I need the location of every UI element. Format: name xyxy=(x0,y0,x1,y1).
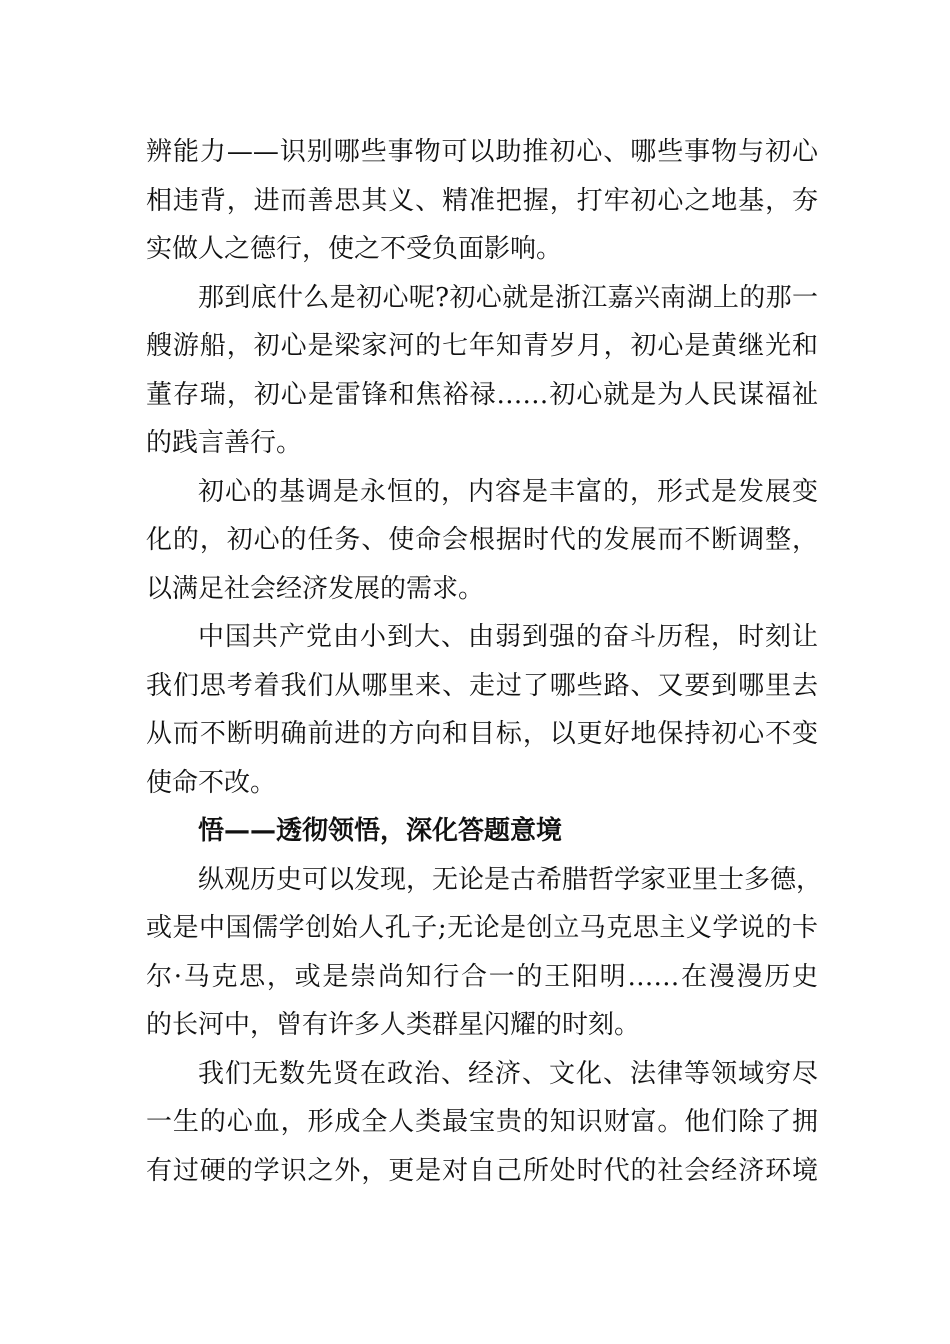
text-line: 相违背，进而善思其义、精准把握，打牢初心之地基，夯 xyxy=(146,185,818,216)
text-line: 纵观历史可以发现，无论是古希腊哲学家亚里士多德， xyxy=(198,864,823,895)
text-line: 艘游船，初心是梁家河的七年知青岁月，初心是黄继光和 xyxy=(146,331,818,361)
text-line: 中国共产党由小到大、由弱到强的奋斗历程，时刻让 xyxy=(198,622,818,652)
text-line: 或是中国儒学创始人孔子;无论是创立马克思主义学说的卡 xyxy=(146,913,818,943)
text-line: 从而不断明确前进的方向和目标，以更好地保持初心不变 xyxy=(146,719,818,749)
text-line: 一生的心血，形成全人类最宝贵的知识财富。他们除了拥 xyxy=(146,1107,818,1137)
text-line: 使命不改。 xyxy=(146,767,277,798)
text-line: 尔·马克思，或是崇尚知行合一的王阳明……在漫漫历史 xyxy=(146,961,818,992)
text-line: 以满足社会经济发展的需求。 xyxy=(146,573,485,604)
text-line: 董存瑞，初心是雷锋和焦裕禄……初心就是为人民谋福祉 xyxy=(146,379,818,410)
heading-text: 悟——透彻领悟，深化答题意境 xyxy=(198,816,563,846)
paragraph xyxy=(146,1050,818,1196)
text-line: 我们无数先贤在政治、经济、文化、法律等领域穷尽 xyxy=(198,1058,818,1089)
text-line: 实做人之德行，使之不受负面影响。 xyxy=(146,234,563,264)
document-body xyxy=(146,128,823,1195)
text-line: 我们思考着我们从哪里来、走过了哪些路、又要到哪里去 xyxy=(146,670,818,701)
text-line: 的践言善行。 xyxy=(146,428,303,458)
paragraph xyxy=(146,468,818,614)
text-line: 有过硬的学识之外，更是对自己所处时代的社会经济环境 xyxy=(146,1155,818,1186)
text-line: 化的，初心的任务、使命会根据时代的发展而不断调整， xyxy=(146,525,818,555)
text-line: 那到底什么是初心呢?初心就是浙江嘉兴南湖上的那一 xyxy=(198,282,818,313)
section-heading xyxy=(146,807,818,856)
paragraph-continuation xyxy=(146,128,818,274)
paragraph xyxy=(146,274,818,468)
text-line: 初心的基调是永恒的，内容是丰富的，形式是发展变 xyxy=(198,476,818,507)
text-line: 的长河中，曾有许多人类群星闪耀的时刻。 xyxy=(146,1010,641,1040)
paragraph xyxy=(146,613,818,807)
paragraph xyxy=(146,856,823,1050)
text-line: 辨能力——识别哪些事物可以助推初心、哪些事物与初心 xyxy=(146,137,818,167)
